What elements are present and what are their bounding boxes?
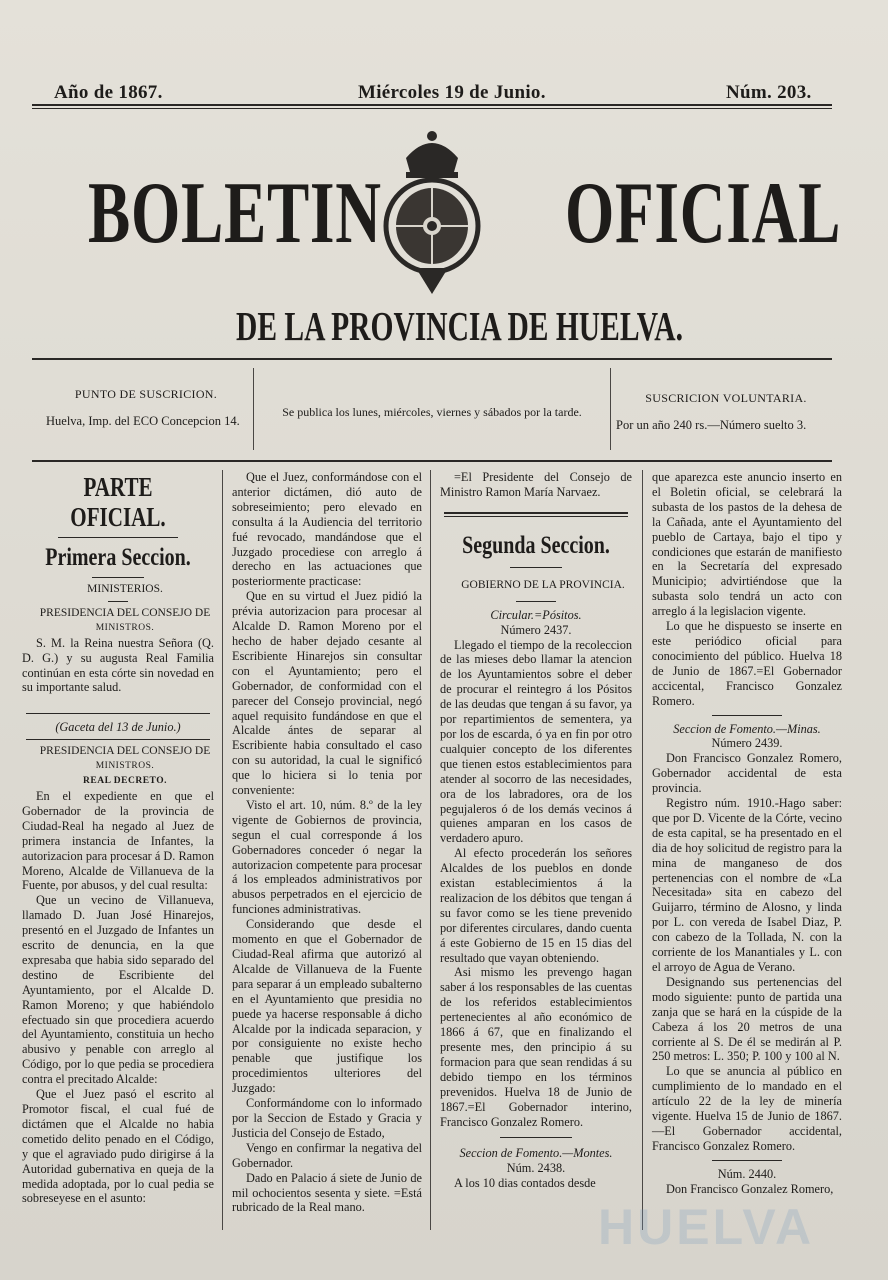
- paragraph: S. M. la Reina nuestra Señora (Q. D. G.) y su augusta Real Familia continúan en esta córte sin novedad en su importante salud.: [22, 635, 214, 695]
- paragraph: Don Francisco Gonzalez Romero,: [666, 1181, 834, 1196]
- divider: [26, 713, 210, 714]
- paragraph: En el expediente en que el Gobernador de la provincia de Ciudad-Real ha negado al Juez de primera instancia de Infantes, la autorizacion para procesar á D. Ramon Moreno, Alcalde de Villanueva de la Fuente, por abusos, y del cual resulta:: [22, 788, 214, 893]
- paragraph: Designando sus pertenencias del modo siguiente: punto de partida una zanja que se hará en la cúspide de la Cabeza á los 20 metros de una corriente al S. De él se medirán al P. 250 metros: L. 350; P. 100 y 100 al N.: [652, 974, 842, 1064]
- paragraph: Vengo en confirmar la negativa del Gobernador.: [232, 1140, 422, 1170]
- divider: [516, 601, 556, 602]
- divider: [712, 715, 782, 716]
- fomento-montes-heading: Seccion de Fomento.—Montes.: [459, 1146, 613, 1161]
- masthead-title-right: OFICIAL: [565, 165, 842, 262]
- publication-days: Se publica los lunes, miércoles, viernes y sábados por la tarde.: [282, 405, 582, 419]
- royal-coat-of-arms-icon: [376, 128, 488, 296]
- column-3: [440, 470, 632, 1191]
- watermark-text: HUELVA: [598, 1199, 815, 1255]
- subscription-divider-left: [253, 368, 254, 450]
- divider: [92, 577, 144, 578]
- top-rule-thin: [32, 108, 832, 109]
- divider: [444, 512, 628, 514]
- divider: [510, 567, 562, 568]
- divider: [500, 1137, 572, 1138]
- segunda-seccion-heading: Segunda Seccion.: [462, 531, 610, 559]
- column-2: [232, 470, 422, 1215]
- column-1: [22, 470, 214, 1206]
- masthead-rule: [32, 358, 832, 360]
- fomento-montes-number: Núm. 2438.: [506, 1161, 566, 1176]
- voluntary-subscription: [616, 391, 836, 433]
- voluntary-subscription-title: SUSCRICION VOLUNTARIA.: [645, 391, 807, 405]
- paragraph: Registro núm. 1910.-Hago saber: que por D. Vicente de la Córte, vecino de esta capital, se ha presentado en el dia de hoy solicitud de registro para la mina de manganeso de dos pertenencias con el nombre de «La Necesitada» sita en cabezo del Guijarro, término de Alosno, y linda por L. con vereda de Isabel Diaz, P. con cabezo de la Tollada, N. con la corriente de los Manantiales y L. con el arroyo de Agua de Verano.: [652, 796, 842, 974]
- paragraph: Que en su virtud el Juez pidió la prévia autorizacion para procesar al Alcalde D. Ramon Moreno por el hecho de haber dejado cesante al Escribiente Hinarejos sin consultar con el Ayuntamiento; pero el Gobernador, de conformidad con el parecer del Consejo provincial, negó aquel requisito fundándose en que el Alcalde ántes de separar al Escribiente habia consultado el caso con su autoridad, la cual le significó que lo hiciera si lo tenia por conveniente:: [232, 589, 422, 798]
- paragraph: Que el Juez, conformándose con el anterior dictámen, dió auto de sobreseimiento; pero elevado en consulta á la Audiencia del territorio fué revocado, mandándose que el Juzgado procediese con arreglo á derecho en las actuaciones que posteriormente practicase:: [232, 470, 422, 589]
- presidencia-heading-1: PRESIDENCIA DEL CONSEJO DE: [39, 606, 211, 619]
- column-4: [652, 470, 842, 1197]
- paragraph: Considerando que desde el momento en que el Gobernador de Ciudad-Real afirma que autorizó al Alcalde de Villanueva de la Fuente para separar á un empleado subalterno en el Ayuntamiento que presidia no puede ya hacerse responsable á dicho Alcalde por la indicada separacion, y por consiguiente no existe hecho penable que justifique los procedimientos ulteriores del Juzgado:: [232, 917, 422, 1096]
- fomento-minas-number: Número 2439.: [711, 736, 783, 751]
- column-divider-3: [642, 470, 643, 1230]
- paragraph: Que el Juez pasó el escrito al Promotor fiscal, el cual fué de dictámen que el Alcalde no habia cometido delito penado en el Código, y que el agraviado pudo dirigirse á la Autoridad gubernativa en queja de la medida adoptada, por lo cual pedia se sobreseyese en el asunto:: [22, 1087, 214, 1206]
- divider: [108, 601, 128, 602]
- subscription-point: [46, 387, 246, 429]
- column-divider-2: [430, 470, 431, 1230]
- paragraph: Dado en Palacio á siete de Junio de mil ochocientos sesenta y siete. =Está rubricado de la Real mano.: [232, 1170, 422, 1215]
- year-label: Año de 1867.: [54, 82, 163, 103]
- presidencia-sub-2: MINISTROS.: [95, 761, 155, 772]
- paragraph: Al efecto procederán los señores Alcaldes de los pueblos en donde existan establecimientos á la realizacion de los débitos que tengan á su favor como se les tiene prevenido por diferentes circulares, dando cuenta á este Gobierno de 15 en 15 dias del resultado que vayan obteniendo.: [440, 846, 632, 965]
- paragraph: =El Presidente del Consejo de Ministro Ramon María Narvaez.: [440, 470, 632, 499]
- divider: [26, 739, 210, 740]
- paragraph: Lo que se anuncia al público en cumplimiento de lo mandado en el artículo 22 de la ley de minería vigente. Huelva 15 de Junio de 1867.—El Gobernador accidental, Francisco Gonzalez Romero.: [652, 1064, 842, 1153]
- paragraph: Don Francisco Gonzalez Romero, Gobernador accidental de esta provincia.: [652, 751, 842, 796]
- circular-number: Número 2437.: [500, 622, 572, 637]
- top-rule: [32, 104, 832, 106]
- paragraph: Visto el art. 10, núm. 8.º de la ley vigente de Gobiernos de provincia, segun el cual corresponde á los Gobernadores conceder ó negar la autorizacion competente para procesar á los empleados administrativos por abusos perpetrados en el ejercicio de funciones administrativas.: [232, 797, 422, 917]
- section-rule: [32, 460, 832, 462]
- parte-oficial-heading: PARTE OFICIAL.: [70, 472, 166, 532]
- paragraph: Llegado el tiempo de la recoleccion de las mieses debo llamar la atencion de los Ayuntamientos sobre el deber de procurar el reintegro á los Pósitos de las deudas que tengan á su favor, ya por repartimientos de sementera, ya por los de escarda, ó ya en fin por otro cualquier concepto de los diferentes que tienen estos establecimientos para atender al socorro de las necesidades, ora de los labradores, ora de los pegujaleros ó de los demás vecinos á quienes amparan en los casos de verdadero apuro.: [440, 637, 632, 846]
- next-notice-number: Núm. 2440.: [717, 1166, 777, 1181]
- primera-seccion-heading: Primera Seccion.: [45, 544, 191, 571]
- subscription-price: Por un año 240 rs.—Número suelto 3.: [616, 418, 807, 432]
- fomento-minas-heading: Seccion de Fomento.—Minas.: [673, 721, 821, 736]
- divider: [58, 537, 178, 538]
- gaceta-reference: (Gaceta del 13 de Junio.): [55, 720, 181, 735]
- paragraph: A los 10 dias contados desde: [454, 1176, 596, 1191]
- subscription-divider-right: [610, 368, 611, 450]
- subscription-point-title: PUNTO DE SUSCRICION.: [74, 387, 218, 401]
- ministerios-heading: MINISTERIOS.: [87, 583, 163, 595]
- gobierno-heading: GOBIERNO DE LA PROVINCIA.: [461, 578, 625, 591]
- paragraph: Lo que he dispuesto se inserte en este periódico oficial para conocimiento del público. Huelva 18 de Junio de 1867.=El Gobernador accicental, Francisco Gonzalez Romero.: [652, 619, 842, 708]
- presidencia-heading-2: PRESIDENCIA DEL CONSEJO DE: [39, 745, 211, 758]
- subscription-point-address: Huelva, Imp. del ECO Concepcion 14.: [46, 414, 240, 428]
- divider: [444, 516, 628, 517]
- date-label: Miércoles 19 de Junio.: [358, 82, 546, 103]
- paragraph: Asi mismo les prevengo hagan saber á los responsables de las cuentas de los referidos establecimientos pertenecientes al año económico de 1866 á 67, que en finalizando el presente mes, den principio á su formacion para que sean rendidas á su debido tiempo en los términos prevenidos. Huelva 18 de Junio de 1867.=El Gobernador interino, Francisco Gonzalez Romero.: [440, 965, 632, 1129]
- paragraph: que aparezca este anuncio inserto en el Boletin oficial, se celebrará la subasta de los pastos de la dehesa de la Cañada, ante el Ayuntamiento del pueblo de Cartaya, bajo el tipo y condiciones que estarán de manifiesto en la Secretaría del expresado Municipio; advirtiéndose que la subasta solo tendrá un acto con arreglo á la legislacion vigente.: [652, 470, 842, 619]
- paragraph: Que un vecino de Villanueva, llamado D. Juan José Hinarejos, presentó en el Juzgado de Infantes un escrito de denuncia, en la que expresaba que habia sido separado del destino de Escribiente del Ayuntamiento, por el Alcalde D. Ramon Moreno; y que habiéndolo efectuado sin que procediera acuerdo del Ayuntamiento, constituia un hecho abusivo y penable con arreglo al Código, por lo que pedia se procediera contra el precitado Alcalde:: [22, 893, 214, 1087]
- real-decreto-heading: REAL DECRETO.: [83, 776, 167, 787]
- presidencia-sub-1: MINISTROS.: [95, 622, 155, 633]
- issue-number: Núm. 203.: [726, 82, 812, 103]
- column-divider-1: [222, 470, 223, 1230]
- archive-watermark: [488, 1168, 818, 1268]
- masthead-subtitle: DE LA PROVINCIA DE HUELVA.: [236, 303, 684, 349]
- masthead-title-left: BOLETIN: [88, 165, 382, 262]
- paragraph: Conformándome con lo informado por la Seccion de Estado y Gracia y Justicia del Consejo de Estado,: [232, 1096, 422, 1140]
- divider: [712, 1160, 782, 1161]
- circular-heading: Circular.=Pósitos.: [490, 607, 582, 622]
